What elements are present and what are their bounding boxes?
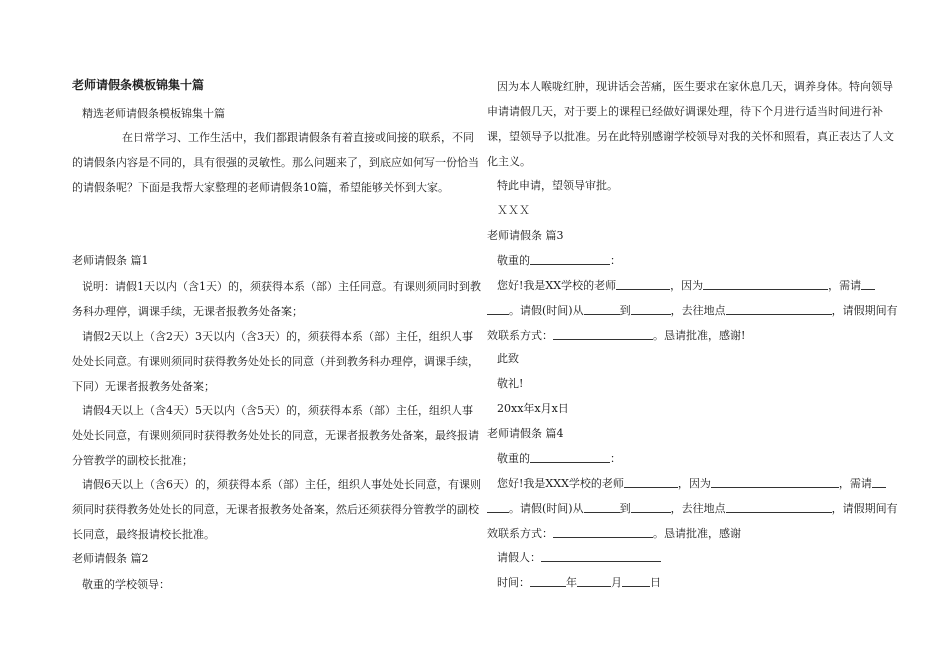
section-2-closing: 特此申请，望领导审批。 bbox=[497, 179, 618, 192]
blank-line bbox=[553, 328, 653, 340]
section-2-heading: 老师请假条 篇2 bbox=[72, 552, 149, 565]
blank-line bbox=[584, 501, 620, 513]
section-4-heading: 老师请假条 篇4 bbox=[487, 427, 564, 440]
section-3-salutation: 敬重的 ： bbox=[497, 254, 621, 267]
section-4-applicant: 请假人： bbox=[487, 545, 899, 570]
section-4-salutation: 敬重的 ： bbox=[497, 452, 621, 465]
section-4-body: 您好!我是XXX学校的老师 ，因为 ，需请 。请假(时间)从 到 ，去往地点 ，请假期间有效联系方式： 。恳请批准，感谢 bbox=[487, 477, 898, 540]
document-subtitle: 精选老师请假条模板锦集十篇 bbox=[82, 107, 225, 120]
blank-line bbox=[616, 278, 670, 290]
section-1-paragraph-2: 请假2天以上（含2天）3天以内（含3天）的，须获得本系（部）主任，组织人事处处长同意。有课则须同时获得教务处处长的同意（并到教务科办理停，调课手续，下同）无课者报教务处备案； bbox=[72, 330, 479, 393]
section-2-body: 因为本人喉咙红肿，现讲话会苦痛，医生要求在家休息几天，调养身体。特向领导申请请假几天，对于要上的课程已经做好调课处理，待下个月进行适当时间进行补课，望领导予以批准。另在此特别感谢学校领导对我的关怀和照看，真正表达了人文化主义。 bbox=[487, 80, 894, 168]
section-1-paragraph-4: 请假6天以上（含6天）的，须获得本系（部）主任，组织人事处处长同意，有课则须同时获得教务处处长的同意，无课者报教务处备案，然后还须获得分管教学的副校长同意，最终报请校长批准。 bbox=[72, 478, 481, 541]
blank-line bbox=[861, 278, 875, 290]
blank-line bbox=[584, 303, 620, 315]
document-title: 老师请假条模板锦集十篇 bbox=[72, 78, 205, 92]
blank-line bbox=[530, 253, 610, 265]
intro-paragraph: 在日常学习、工作生活中，我们都跟请假条有着直接或间接的联系，不同的请假条内容是不同的，具有很强的灵敏性。那么问题来了，到底应如何写一份恰当的请假条呢？下面是我帮大家整理的老师请假条10篇，希望能够关怀到大家。 bbox=[72, 131, 479, 194]
blank-line bbox=[711, 476, 839, 488]
section-3-jingli: 敬礼! bbox=[497, 377, 524, 390]
blank-line bbox=[872, 476, 886, 488]
section-1-paragraph-1: 说明：请假1天以内（含1天）的，须获得本系（部）主任同意。有课则须同时到教务科办理停，调课手续，无课者报教务处备案； bbox=[72, 280, 481, 318]
section-3-body: 您好!我是XX学校的老师 ，因为 ，需请 。请假(时间)从 到 ，去往地点 ，请假期间有效联系方式： 。恳请批准，感谢! bbox=[487, 279, 898, 342]
blank-line bbox=[541, 550, 661, 562]
blank-line bbox=[622, 575, 650, 587]
blank-line bbox=[703, 278, 828, 290]
blank-line bbox=[530, 451, 610, 463]
section-4-time: 时间： 年 月 日 bbox=[497, 576, 661, 589]
blank-line bbox=[726, 303, 832, 315]
blank-line bbox=[487, 501, 509, 513]
blank-line bbox=[487, 303, 509, 315]
section-1-heading: 老师请假条 篇1 bbox=[72, 254, 149, 267]
blank-line bbox=[726, 501, 832, 513]
section-3-heading: 老师请假条 篇3 bbox=[487, 229, 564, 242]
blank-line bbox=[553, 526, 653, 538]
blank-line bbox=[577, 575, 611, 587]
section-3-date: 20xx年x月x日 bbox=[497, 402, 569, 415]
section-3-cizhi: 此致 bbox=[497, 352, 519, 365]
section-1-paragraph-3: 请假4天以上（含4天）5天以内（含5天）的，须获得本系（部）主任，组织人事处处长同意，有课则须同时获得教务处处长的同意，无课者报教务处备案，最终报请分管教学的副校长批准； bbox=[72, 404, 479, 467]
blank-line bbox=[631, 303, 671, 315]
section-2-signature: ＸＸＸ bbox=[497, 204, 530, 217]
blank-line bbox=[624, 476, 678, 488]
blank-line bbox=[631, 501, 671, 513]
section-2-salutation: 敬重的学校领导： bbox=[82, 578, 170, 591]
blank-line bbox=[530, 575, 566, 587]
